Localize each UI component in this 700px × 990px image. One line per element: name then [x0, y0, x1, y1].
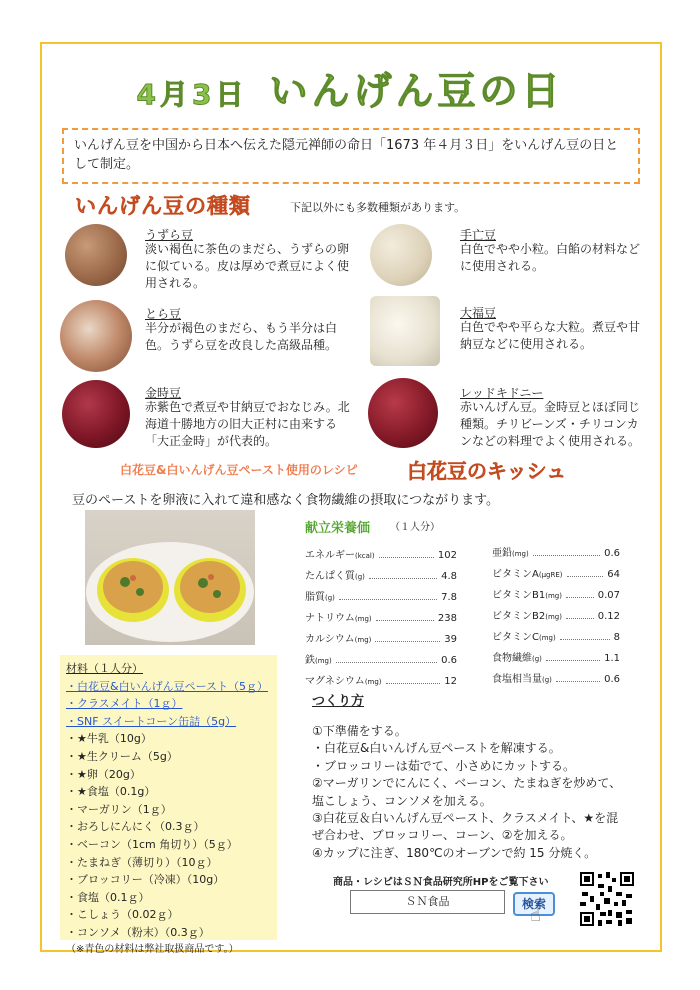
bean-image-tebou [370, 224, 432, 286]
ingredient-item-link[interactable]: ・SNF スイートコーン缶詰（5g） [66, 714, 237, 728]
ingredient-item: ・★卵（20g） [66, 767, 141, 781]
nutrient-value: 1.1 [604, 653, 620, 664]
nutrition-row [305, 609, 457, 624]
bean-image-kintoki [62, 380, 130, 448]
nutrition-row [492, 670, 620, 685]
nutrient-unit: (mg) [538, 634, 556, 642]
nutrient-value: 7.8 [441, 592, 457, 603]
nutrient-value: 0.6 [604, 548, 620, 559]
nutrient-label: 脂質 [305, 592, 325, 603]
bean-desc-kidney: 赤いんげん豆。金時豆とほぼ同じ種類。チリビーンズ・チリコンカンなどの料理でよく使用される。 [460, 400, 641, 449]
step-line: ①下準備をする。 [312, 724, 407, 738]
qr-code-icon[interactable] [578, 870, 636, 928]
nutrient-unit: (mg) [545, 613, 562, 621]
nutrient-label: ビタミンC [492, 632, 539, 643]
nutrition-row [305, 672, 457, 687]
nutrient-unit: (mg) [512, 550, 529, 558]
search-button[interactable]: 検索 [513, 892, 555, 916]
nutrient-value: 64 [607, 569, 620, 580]
nutrient-value: 238 [437, 613, 457, 624]
nutrient-value: 102 [437, 550, 457, 561]
nutrition-serving: （１人分） [390, 522, 440, 533]
nutrient-label: ビタミンB1 [492, 590, 546, 601]
nutrition-row [492, 649, 620, 664]
nutrition-row [492, 586, 620, 601]
nutrient-label: ナトリウム [305, 613, 355, 624]
bean-desc-kintoki: 赤紫色で煮豆や甘納豆でおなじみ。北海道十勝地方の旧大正村に由来する「大正金時」が代表的。 [145, 400, 350, 449]
ingredient-item: ・たまねぎ（薄切り）（10ｇ） [66, 855, 218, 869]
ingredients-heading: 材料（１人分） [66, 662, 143, 675]
nutrition-row [305, 588, 457, 603]
nutrition-row [305, 630, 457, 645]
nutrient-unit: (g) [532, 655, 542, 663]
bean-image-kidney [368, 378, 438, 448]
bean-desc-ofuku: 白色でやや平らな大粒。煮豆や甘納豆などに使用される。 [460, 320, 641, 352]
step-line: ③白花豆＆白いんげん豆ペースト、クラスメイト、★を混 [312, 810, 619, 825]
nutrient-value: 0.07 [597, 590, 620, 601]
ingredient-item: ・おろしにんにく（0.3ｇ） [66, 820, 205, 834]
nutrition-row [492, 565, 620, 580]
ingredient-item: ・★生クリーム（5g） [66, 749, 178, 763]
bean-desc-tebou: 白色でやや小粒。白餡の材料などに使用される。 [460, 242, 641, 274]
nutrient-label: 食塩相当量 [492, 674, 542, 685]
ingredient-item-link[interactable]: ・クラスメイト（1ｇ） [66, 697, 183, 711]
nutrient-value: 39 [444, 634, 457, 645]
bean-name-kidney: レッドキドニー [460, 386, 544, 400]
ingredient-item: ・食塩（0.1ｇ） [66, 890, 150, 904]
nutrient-value: 4.8 [441, 571, 457, 582]
ingredient-item: ・ブロッコリー（冷凍）（10g） [66, 873, 225, 887]
ingredient-item: ・★食塩（0.1g） [66, 785, 156, 799]
nutrient-label: 食物繊維 [492, 653, 532, 664]
steps-heading: つくり方 [312, 694, 365, 709]
nutrient-label: エネルギー [305, 550, 355, 561]
nutrient-value: 8 [613, 632, 620, 643]
nutrition-row [492, 628, 620, 643]
nutrient-label: 亜鉛 [492, 548, 512, 559]
step-line: ④カップに注ぎ、180℃のオーブンで約 15 分焼く。 [312, 845, 597, 860]
quiche-photo [85, 510, 255, 645]
step-line: 塩こしょう、コンソメを加える。 [312, 793, 492, 808]
recipe-title: 白花豆のキッシュ [407, 459, 567, 483]
ingredient-item: ・コンソメ（粉末）（0.3ｇ） [66, 925, 210, 939]
nutrient-unit: (g) [325, 594, 335, 602]
bean-image-ofuku [370, 296, 440, 366]
nutrition-row [492, 607, 620, 622]
bean-desc-uzura: 淡い褐色に茶色のまだら、うずらの卵に似ている。皮は厚めで煮豆によく使用される。 [145, 242, 350, 291]
varieties-heading: いんげん豆の種類 [75, 194, 251, 218]
nutrition-row [305, 546, 457, 561]
title-main: いんげん豆の日 [269, 69, 564, 113]
nutrient-unit: (mg) [315, 657, 332, 665]
nutrient-unit: (mg) [354, 636, 372, 644]
bean-name-kintoki: 金時豆 [145, 386, 182, 400]
bean-image-tora [60, 300, 132, 372]
nutrient-unit: (g) [542, 676, 552, 684]
ingredient-item: ・マーガリン（1ｇ） [66, 802, 172, 816]
nutrient-unit: (mg) [364, 678, 382, 686]
nutrient-label: 鉄 [305, 655, 315, 666]
step-line: ・ブロッコリーは茹でて、小さめにカットする。 [312, 758, 576, 773]
bean-name-tora: とら豆 [145, 307, 182, 321]
step-line: ・白花豆&白いんげん豆ペーストを解凍する。 [312, 741, 561, 756]
bean-desc-tora: 半分が褐色のまだら、もう半分は白色。うずら豆を改良した高級品種。 [145, 321, 338, 353]
ingredient-item: ・★牛乳（10g） [66, 732, 152, 746]
ingredients-note: （※青色の材料は弊社取扱商品です。） [66, 943, 239, 955]
nutrient-label: たんぱく質 [305, 571, 355, 582]
nutrient-unit: (mg) [354, 615, 372, 623]
step-line: ②マーガリンでにんにく、ベーコン、たまねぎを炒めて、 [312, 776, 622, 791]
nutrient-unit: (mg) [545, 592, 562, 600]
nutrient-unit: (g) [355, 573, 365, 581]
nutrient-value: 0.6 [441, 655, 457, 666]
ingredients-box [60, 655, 277, 955]
nutrient-unit: (μgRE) [538, 571, 563, 579]
nutrient-unit: (kcal) [355, 552, 375, 560]
bean-name-uzura: うずら豆 [145, 228, 194, 242]
nutrient-value: 0.6 [604, 674, 620, 685]
search-field[interactable]: ＳＮ食品 [350, 890, 505, 914]
bean-name-ofuku: 大福豆 [460, 306, 497, 320]
footer-text: 商品・レシピはＳＮ食品研究所HPをご覧下さい [333, 877, 549, 888]
nutrient-label: カルシウム [305, 634, 355, 645]
nutrient-label: ビタミンB2 [492, 611, 546, 622]
nutrition-heading: 献立栄養価 [305, 521, 371, 536]
nutrient-value: 12 [444, 676, 457, 687]
steps-list [312, 723, 642, 862]
nutrition-row [305, 651, 457, 666]
varieties-subheading: 下記以外にも多数種類があります。 [290, 201, 466, 214]
nutrient-label: マグネシウム [305, 676, 365, 687]
page-title [0, 60, 700, 115]
intro-box: いんげん豆を中国から日本へ伝えた隠元禅師の命日「1673 年４月３日」をいんげん豆の日として制定。 [62, 128, 640, 184]
bean-name-tebou: 手亡豆 [460, 228, 497, 242]
recipe-heading: 白花豆&白いんげん豆ペースト使用のレシピ [120, 463, 358, 477]
nutrient-label: ビタミンA [492, 569, 539, 580]
pointer-hand-icon: ☝ [530, 905, 541, 926]
ingredient-item: ・こしょう（0.02ｇ） [66, 908, 179, 922]
title-date: 4月3日 [136, 78, 248, 111]
nutrient-value: 0.12 [597, 611, 620, 622]
nutrition-row [305, 567, 457, 582]
recipe-intro: 豆のペーストを卵液に入れて違和感なく食物繊維の摂取につながります。 [72, 493, 500, 508]
ingredient-item-link[interactable]: ・白花豆&白いんげん豆ペースト（5ｇ） [66, 679, 269, 693]
ingredient-item: ・ベーコン（1cm 角切り）（5ｇ） [66, 837, 238, 851]
bean-image-uzura [65, 224, 127, 286]
step-line: ぜ合わせ、ブロッコリー、コーン、②を加える。 [312, 828, 573, 843]
nutrition-row [492, 544, 620, 559]
